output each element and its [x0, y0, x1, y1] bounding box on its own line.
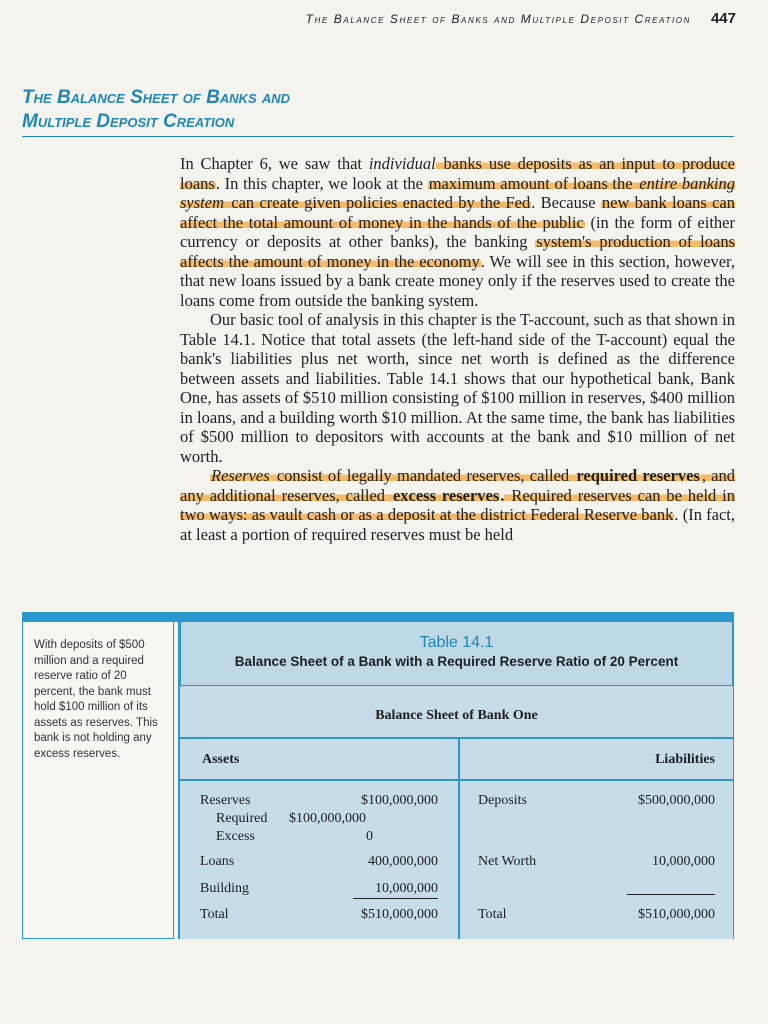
- loans-value: 400,000,000: [368, 854, 438, 869]
- liabilities-total-label: Total: [478, 907, 507, 922]
- liabilities-total-value: $510,000,000: [638, 907, 715, 922]
- highlighted-text: can create given policies enacted by the Fed: [226, 193, 531, 212]
- text-run: (in the form of either currency or deposits at other banks), the banking: [180, 212, 735, 251]
- text-run: . (In fact, at least a portion of required reserves must be held: [180, 505, 736, 544]
- text-run-bold: .: [500, 485, 505, 505]
- header-rule-bottom: [180, 779, 733, 781]
- loans-label: Loans: [200, 854, 235, 869]
- balance-sheet-table: [178, 622, 734, 939]
- text-run: In Chapter 6, we saw that: [180, 154, 369, 173]
- reserves-value: $100,000,000: [361, 793, 438, 808]
- building-value: 10,000,000: [353, 881, 438, 899]
- assets-total-label: Total: [200, 907, 229, 922]
- text-run-italic: individual: [368, 154, 436, 173]
- text-run: . In this chapter, we look at the: [215, 173, 428, 193]
- liabilities-sum-rule: [627, 894, 715, 895]
- paragraph-1: [180, 154, 735, 310]
- section-title-line1: The Balance Sheet of Banks and: [22, 87, 291, 108]
- running-title: The Balance Sheet of Banks and Multiple Deposit Creation: [305, 12, 691, 26]
- table-top-rule: [22, 612, 734, 622]
- net-worth-value: 10,000,000: [652, 854, 715, 869]
- text-run: . Because: [531, 193, 601, 212]
- text-run: . We will see in this section, however, that new loans issued by a bank create money only if the reserves used to create the loans come from outside the banking system.: [180, 251, 735, 310]
- margin-note: With deposits of $500 million and a required reserve ratio of 20 percent, the bank must hold $100 million of its assets as reserves. This bank is not holding any excess reserves.: [34, 639, 158, 760]
- table-title-box: [180, 622, 733, 686]
- highlighted-text-bold: required reserves: [576, 466, 700, 485]
- deposits-value: $500,000,000: [638, 793, 715, 808]
- header-rule-top: [180, 737, 733, 739]
- paragraph-3: [180, 466, 735, 544]
- balance-sheet-title: Balance Sheet of Bank One: [375, 708, 538, 723]
- t-account-divider: [458, 737, 460, 939]
- highlighted-text: Required reserves can be held in two ways: as vault cash or as a deposit at the district Federal Reserve bank: [180, 485, 736, 524]
- highlighted-text: maximum amount of loans the: [428, 173, 638, 193]
- highlighted-text-italic: Reserves: [211, 466, 270, 485]
- highlighted-text: system's production of loans affects the amount of money in the economy: [180, 232, 736, 271]
- assets-total-value: $510,000,000: [361, 907, 438, 922]
- highlighted-text: new bank loans can affect the total amount of money in the hands of the public: [180, 193, 735, 232]
- table-caption: Balance Sheet of a Bank with a Required Reserve Ratio of 20 Percent: [234, 654, 679, 669]
- required-value: $100,000,000: [289, 811, 366, 826]
- excess-value: 0: [366, 829, 373, 844]
- highlighted-text: consist of legally mandated reserves, called: [271, 466, 575, 485]
- page-number: 447: [710, 10, 736, 27]
- highlighted-text: , and any additional reserves, called: [180, 466, 735, 505]
- running-head: [0, 10, 736, 27]
- highlighted-text: banks use deposits as an input to produce loans: [180, 154, 735, 193]
- building-label: Building: [200, 881, 250, 896]
- paragraph-2: Our basic tool of analysis in this chapter is the T-account, such as that shown in Table 14.1. Notice that total assets (the left-hand side of the T-account) equal the bank's liabilities plus net worth, since net worth is defined as the difference between assets and liabilities. Table 14.1 shows that our hypothetical bank, Bank One, has assets of $510 million consisting of $100 million in reserves, $400 million in loans, and a building worth $10 million. At the same time, the bank has liabilities of $500 million to depositors with accounts at the bank and $10 million of net worth.: [180, 310, 735, 466]
- liabilities-header: Liabilities: [655, 752, 715, 767]
- net-worth-label: Net Worth: [478, 854, 537, 869]
- assets-header: Assets: [202, 752, 240, 767]
- excess-label: Excess: [216, 829, 255, 844]
- section-title: [22, 86, 734, 137]
- reserves-label: Reserves: [200, 793, 251, 808]
- highlighted-text-bold: excess reserves: [392, 485, 500, 505]
- body-text: [180, 154, 735, 544]
- table-number: Table 14.1: [419, 634, 494, 651]
- required-label: Required: [216, 811, 268, 826]
- section-title-line2: Multiple Deposit Creation: [22, 111, 235, 132]
- highlighted-text-italic: entire banking system: [180, 173, 735, 212]
- deposits-label: Deposits: [478, 793, 527, 808]
